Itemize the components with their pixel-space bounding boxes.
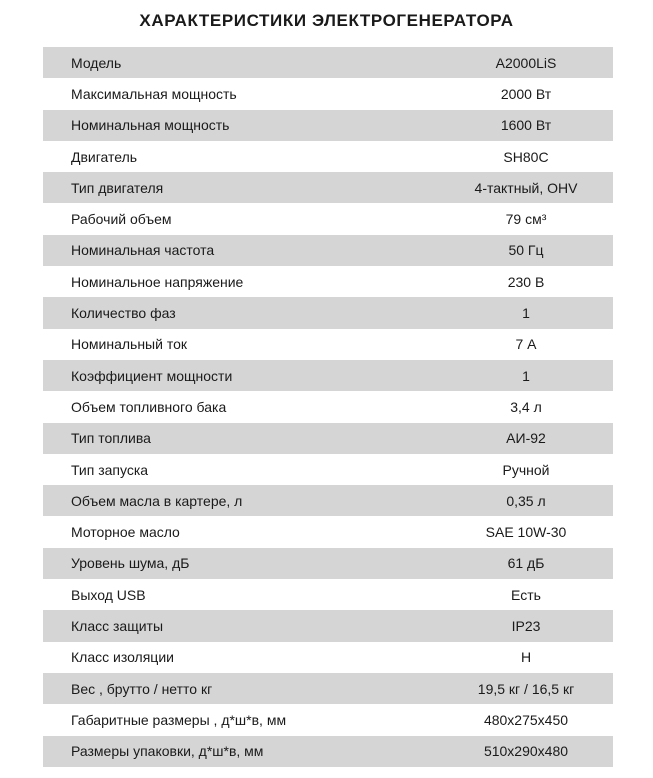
spec-name: Объем масла в картере, л [71, 492, 243, 509]
spec-value: 19,5 кг / 16,5 кг [477, 680, 575, 697]
spec-name: Габаритные размеры , д*ш*в, мм [71, 711, 287, 728]
table-row [43, 485, 613, 516]
spec-value: 7 А [515, 336, 537, 353]
table-row [43, 203, 613, 234]
spec-name: Тип топлива [71, 430, 151, 447]
table-row [43, 235, 613, 266]
spec-name: Уровень шума, дБ [71, 555, 190, 572]
table-row [43, 548, 613, 579]
spec-value: 230 В [507, 273, 545, 290]
spec-name: Коэффициент мощности [71, 367, 233, 384]
table-row [43, 454, 613, 485]
table-row [43, 423, 613, 454]
spec-name: Номинальная мощность [71, 117, 230, 134]
table-row [43, 329, 613, 360]
table-row [43, 391, 613, 422]
table-row [43, 673, 613, 704]
table-row [43, 172, 613, 203]
spec-name: Тип двигателя [71, 179, 164, 196]
spec-name: Двигатель [71, 148, 138, 165]
spec-value: 0,35 л [506, 492, 546, 509]
spec-value: 61 дБ [507, 555, 545, 572]
spec-value: SAE 10W-30 [485, 524, 567, 541]
table-row [43, 141, 613, 172]
spec-name: Номинальная частота [71, 242, 215, 259]
table-row [43, 579, 613, 610]
spec-value: АИ-92 [506, 430, 546, 447]
table-row [43, 266, 613, 297]
spec-name: Номинальный ток [71, 336, 187, 353]
table-row [43, 297, 613, 328]
spec-value: SH80C [503, 148, 549, 165]
spec-name: Размеры упаковки, д*ш*в, мм [71, 743, 264, 760]
table-row [43, 736, 613, 767]
spec-name: Моторное масло [71, 524, 180, 541]
spec-name: Класс изоляции [71, 649, 174, 666]
spec-name: Максимальная мощность [71, 85, 237, 102]
spec-name: Номинальное напряжение [71, 273, 244, 290]
spec-name: Объем топливного бака [71, 398, 227, 415]
table-row [43, 704, 613, 735]
spec-value: 1600 Вт [500, 117, 552, 134]
table-row [43, 78, 613, 109]
spec-value: H [520, 649, 532, 666]
spec-table [43, 47, 613, 767]
spec-value: 79 см³ [505, 211, 547, 228]
table-row [43, 360, 613, 391]
spec-value: 510x290x480 [483, 743, 569, 760]
spec-name: Модель [71, 54, 122, 71]
spec-value: 480x275x450 [483, 711, 569, 728]
table-row [43, 610, 613, 641]
table-row [43, 47, 613, 78]
spec-value: 50 Гц [508, 242, 544, 259]
spec-value: 3,4 л [510, 398, 542, 415]
spec-value: 4-тактный, OHV [474, 179, 578, 196]
spec-value: 1 [522, 305, 530, 322]
spec-value: 1 [522, 367, 530, 384]
spec-name: Вес , брутто / нетто кг [71, 680, 213, 697]
spec-value: IP23 [511, 617, 541, 634]
spec-value: A2000LiS [495, 54, 557, 71]
spec-name: Тип запуска [71, 461, 149, 478]
spec-name: Выход USB [71, 586, 146, 603]
spec-name: Класс защиты [71, 617, 164, 634]
table-row [43, 110, 613, 141]
spec-value: Есть [511, 586, 541, 603]
spec-name: Количество фаз [71, 305, 176, 322]
spec-value: Ручной [502, 461, 550, 478]
spec-name: Рабочий объем [71, 211, 172, 228]
page-title: ХАРАКТЕРИСТИКИ ЭЛЕКТРОГЕНЕРАТОРА [139, 11, 514, 30]
table-row [43, 642, 613, 673]
table-row [43, 516, 613, 547]
spec-value: 2000 Вт [500, 85, 552, 102]
